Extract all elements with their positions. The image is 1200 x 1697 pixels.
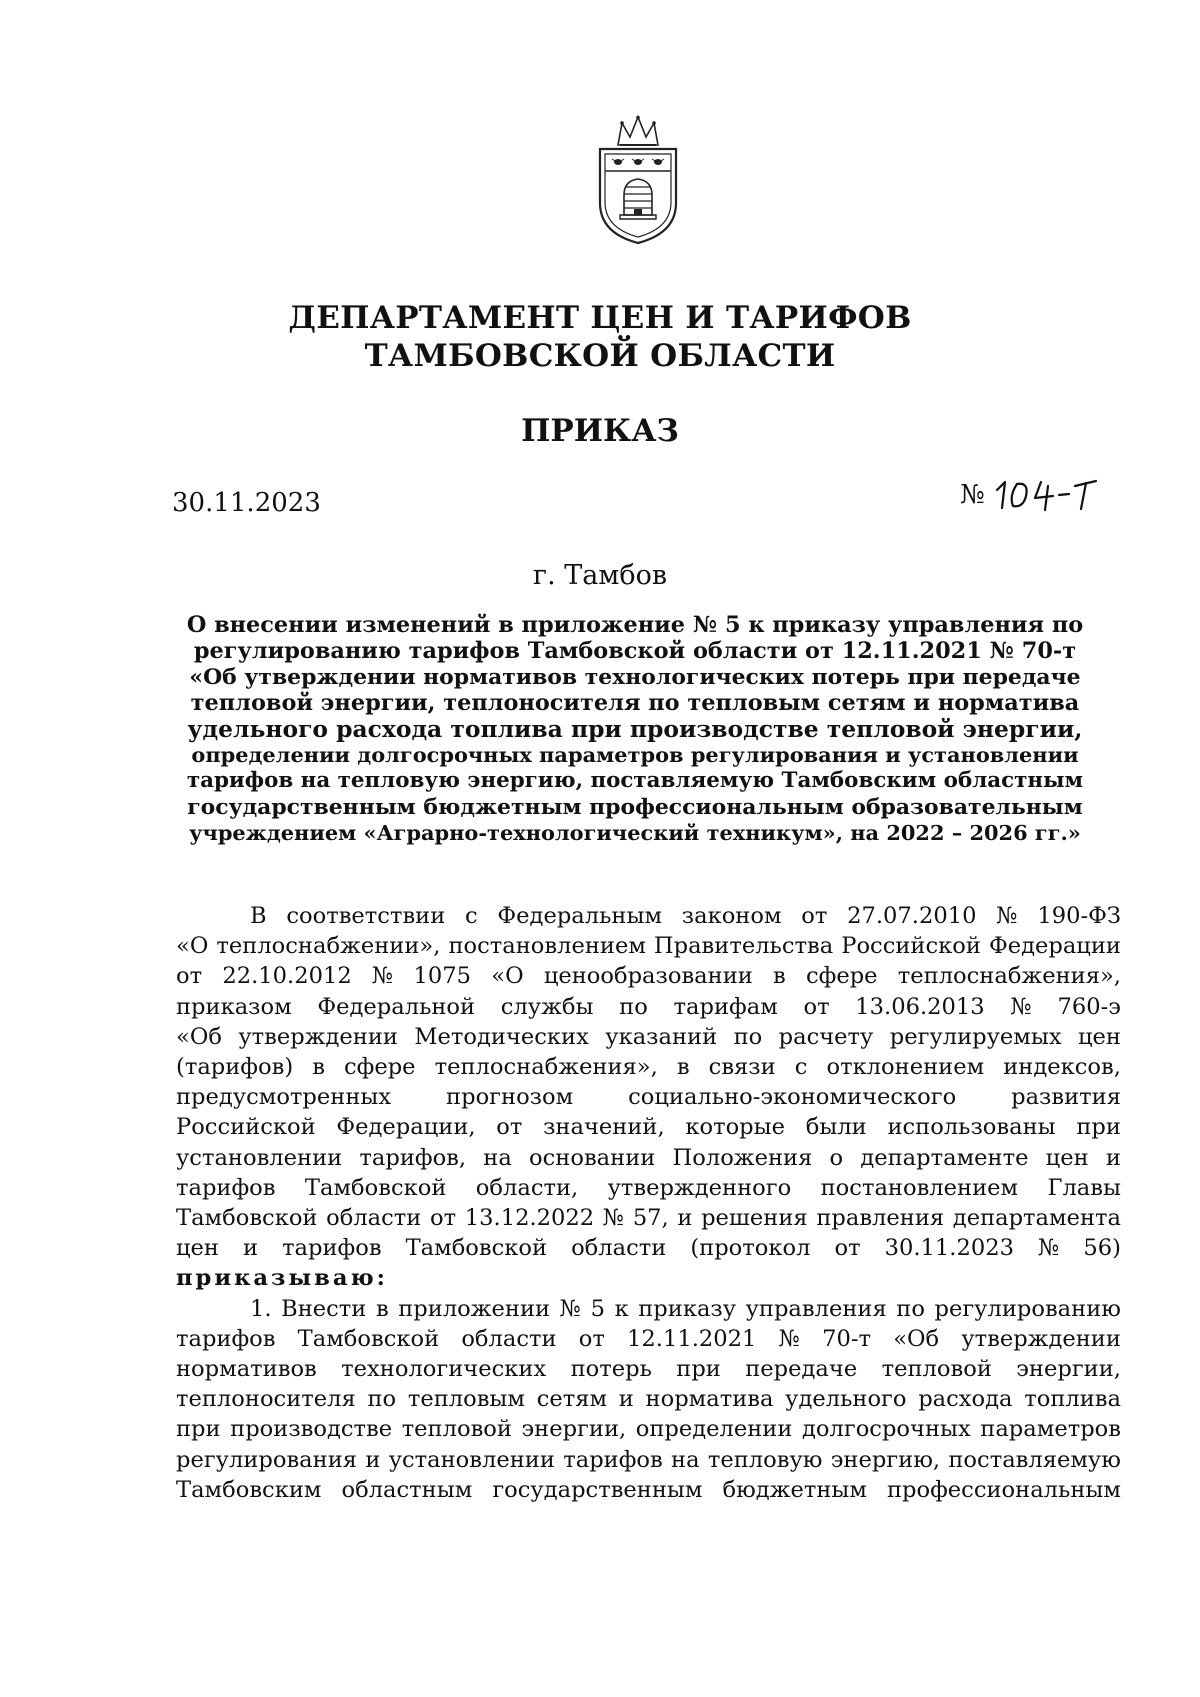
body-word: удельного — [785, 1386, 907, 1413]
body-word: Методических — [414, 1023, 589, 1050]
body-word: решения — [701, 1205, 808, 1232]
body-word: утверждении — [238, 1023, 398, 1050]
body-word: 13.06.2013 — [855, 993, 985, 1020]
body-word: приказом — [176, 993, 292, 1020]
body-word: от — [578, 1325, 605, 1352]
body-word: 190-ФЗ — [1037, 903, 1121, 929]
body-word: Федерации — [988, 933, 1121, 960]
body-word: Федеральной — [317, 993, 476, 1020]
body-word: управления — [745, 1295, 887, 1322]
body-word: тарифов — [282, 1235, 382, 1262]
body-word: передаче — [745, 1356, 858, 1383]
body-word: установлении — [388, 1446, 555, 1473]
body-word: в — [773, 963, 786, 990]
body-line — [176, 1354, 1121, 1384]
body-word: 1075 — [413, 963, 472, 990]
body-word: приложении — [398, 1295, 551, 1322]
body-word: о — [829, 1144, 844, 1171]
body-word: в — [676, 1054, 690, 1081]
body-word: 5 — [590, 1295, 605, 1322]
body-word: Тамбовской — [176, 1205, 318, 1232]
order-verb: приказываю: — [176, 1265, 388, 1292]
document-city: г. Тамбов — [532, 560, 668, 591]
body-word: параметров — [980, 1416, 1121, 1443]
order-subject — [185, 612, 1085, 846]
body-word: расчету — [778, 1023, 874, 1050]
body-line — [176, 1022, 1121, 1052]
body-word: энергию, — [830, 1446, 941, 1473]
number-sign: № — [960, 480, 985, 510]
body-word: сетям — [536, 1386, 608, 1413]
subject-line: тарифов на тепловую энергию, поставляемую Тамбовским областным — [186, 768, 1084, 793]
body-line — [176, 901, 1121, 931]
body-word: Российской — [841, 933, 981, 960]
document-number — [960, 478, 1098, 512]
body-word: 56) — [1083, 1235, 1121, 1262]
body-line — [176, 1052, 1121, 1082]
body-word: тепловую — [707, 1446, 823, 1473]
body-word: Правительства — [653, 933, 834, 960]
body-word: утвержденного — [607, 1174, 792, 1201]
body-word: поставляемую — [948, 1446, 1121, 1473]
body-word: Тамбовской — [405, 1235, 548, 1262]
body-word: на — [671, 1446, 700, 1473]
body-line — [176, 1203, 1121, 1233]
body-line — [176, 1475, 1121, 1505]
body-word: при — [1076, 1114, 1121, 1141]
body-word: Федеральным — [497, 903, 663, 929]
body-word: регулированию — [934, 1295, 1121, 1322]
body-word: (протокол — [690, 1235, 811, 1262]
body-word: норматива — [645, 1386, 774, 1413]
body-line — [176, 1082, 1121, 1112]
subject-line: тепловой энергии, теплоносителя по тепловым сетям и норматива — [190, 690, 1080, 716]
body-word: цен — [1045, 1144, 1089, 1171]
body-line — [176, 1414, 1121, 1444]
body-word: значений, — [543, 1114, 665, 1141]
body-line — [176, 931, 1121, 961]
body-word: Тамбовской — [297, 1325, 440, 1352]
body-word: в — [312, 1054, 325, 1081]
body-word: с — [465, 903, 478, 929]
subject-line: определении долгосрочных параметров регулирования и установлении — [191, 742, 1079, 767]
body-line — [176, 961, 1121, 991]
body-line — [176, 1233, 1121, 1263]
department-name-line2: ТАМБОВСКОЙ ОБЛАСТИ — [364, 338, 836, 374]
body-word: Тамбовской — [304, 1174, 447, 1201]
body-word: государственным — [492, 1476, 703, 1503]
handwritten-number-104-T — [993, 478, 1098, 512]
body-word: В — [250, 903, 267, 929]
body-word: (тарифов) — [176, 1054, 294, 1081]
body-word: предусмотренных — [176, 1084, 392, 1111]
body-word: технологических — [341, 1356, 547, 1383]
body-word: профессиональным — [887, 1476, 1121, 1503]
body-word: департамента — [952, 1205, 1121, 1232]
body-word: утверждении — [961, 1325, 1121, 1352]
body-word: постановлением — [448, 933, 646, 960]
body-word: правления — [816, 1205, 945, 1232]
body-word: № — [602, 1205, 625, 1232]
body-word: Федерации, — [336, 1114, 476, 1141]
body-line — [176, 1445, 1121, 1475]
body-word: службы — [500, 993, 594, 1020]
body-word: № — [1010, 993, 1032, 1020]
body-word: при — [676, 1356, 721, 1383]
subject-line: учреждением «Аграрно-технологический техникум», на 2022 – 2026 гг.» — [189, 820, 1081, 845]
body-word: установлении — [176, 1144, 343, 1171]
body-word: от — [801, 903, 828, 929]
body-word: «О — [491, 963, 524, 990]
body-word: тепловым — [407, 1386, 525, 1413]
body-word: № — [778, 1325, 800, 1352]
body-word: определении — [635, 1416, 793, 1443]
body-word: прогнозом — [446, 1084, 574, 1111]
body-word: 13.12.2022 — [464, 1205, 595, 1232]
body-word: использованы — [887, 1114, 1056, 1141]
body-word: № — [559, 1295, 582, 1322]
body-word: которые — [685, 1114, 786, 1141]
body-word: регулирования — [176, 1446, 358, 1473]
body-word: топлива — [1024, 1386, 1121, 1413]
body-word: в — [375, 1295, 389, 1322]
body-word: № — [371, 963, 394, 990]
body-word: сфере — [806, 963, 878, 990]
body-word: 30.11.2023 — [884, 1235, 1014, 1262]
body-word: 57, — [632, 1205, 669, 1232]
body-word: сфере — [344, 1054, 416, 1081]
body-word: Внести — [281, 1295, 367, 1322]
body-word: тарифам — [673, 993, 778, 1020]
body-word: цен — [176, 1235, 219, 1262]
body-word: № — [996, 903, 1018, 929]
body-word: по — [733, 1023, 763, 1050]
body-word: и — [677, 1205, 693, 1232]
body-word: области — [326, 1205, 422, 1232]
body-word: развития — [1011, 1084, 1121, 1111]
body-line — [176, 1294, 1121, 1324]
body-line — [176, 992, 1121, 1022]
body-word: Положения — [672, 1144, 813, 1171]
body-word: области — [461, 1325, 557, 1352]
body-word: 12.11.2021 — [627, 1325, 757, 1352]
body-word: области — [571, 1235, 667, 1262]
subject-line: «Об утверждении нормативов технологических потерь при передаче — [189, 664, 1081, 690]
body-word: связи — [708, 1054, 776, 1081]
body-word: и — [242, 1235, 259, 1262]
body-word: производстве — [230, 1416, 393, 1443]
body-word: департаменте — [860, 1144, 1029, 1171]
body-word: энергии, — [521, 1416, 627, 1443]
body-word: «Об — [893, 1325, 940, 1352]
body-word: тарифов, — [359, 1144, 467, 1171]
body-word: индексов, — [1003, 1054, 1121, 1081]
body-word: с — [794, 1054, 808, 1081]
body-word: бюджетным — [722, 1476, 867, 1503]
body-word: Главы — [1047, 1174, 1121, 1201]
body-word: и — [618, 1386, 634, 1413]
department-name-line1: ДЕПАРТАМЕНТ ЦЕН И ТАРИФОВ — [288, 300, 912, 336]
body-line — [176, 1173, 1121, 1203]
body-word: по — [619, 993, 648, 1020]
body-line — [176, 1112, 1121, 1142]
subject-line: государственным бюджетным профессиональным образовательным — [187, 794, 1083, 820]
body-word: соответствии — [286, 903, 446, 929]
body-word: от — [803, 993, 830, 1020]
body-word: отклонением — [826, 1054, 985, 1081]
body-word: тепловой — [401, 1416, 512, 1443]
body-word: теплоснабжения», — [897, 963, 1121, 990]
body-word: области, — [475, 1174, 579, 1201]
body-word: областным — [341, 1476, 473, 1503]
body-word: 760-э — [1057, 993, 1121, 1020]
body-word: 27.07.2010 — [847, 903, 977, 929]
body-word: 22.10.2012 — [222, 963, 352, 990]
body-line — [176, 1384, 1121, 1414]
body-word: нормативов — [176, 1356, 317, 1383]
body-word: ценообразовании — [543, 963, 753, 990]
body-word: тарифов — [176, 1174, 276, 1201]
body-word: теплоносителя — [176, 1386, 356, 1413]
body-word: к — [614, 1295, 629, 1322]
body-word: от — [430, 1205, 457, 1232]
order-body-text — [176, 901, 1121, 1505]
body-word: на — [483, 1144, 512, 1171]
body-word: Российской — [176, 1114, 316, 1141]
body-word: тепловой — [881, 1356, 992, 1383]
body-word: «О — [176, 933, 209, 960]
body-word: регулируемых — [889, 1023, 1062, 1050]
body-word: № — [1038, 1235, 1060, 1262]
body-word: цен — [1078, 1023, 1121, 1050]
body-word: законом — [681, 903, 782, 929]
body-word: указаний — [605, 1023, 718, 1050]
body-word: расхода — [918, 1386, 1013, 1413]
body-word: теплоснабжения», — [434, 1054, 658, 1081]
subject-line: удельного расхода топлива при производстве тепловой энергии, — [187, 715, 1083, 743]
body-word: по — [896, 1295, 925, 1322]
body-word: тарифов — [563, 1446, 663, 1473]
body-word: «Об — [176, 1023, 222, 1050]
body-word: по — [367, 1386, 397, 1413]
tambov-coat-of-arms-icon — [590, 115, 686, 247]
body-word: тарифов — [176, 1325, 276, 1352]
body-word: от — [834, 1235, 861, 1262]
body-word: 70-т — [822, 1325, 872, 1352]
body-word: энергии, — [1016, 1356, 1121, 1383]
document-date: 30.11.2023 — [172, 488, 321, 518]
subject-line: регулированию тарифов Тамбовской области от 12.11.2021 № 70-т — [193, 638, 1077, 664]
body-line — [176, 1324, 1121, 1354]
order-verb-line — [176, 1263, 1121, 1293]
body-word: 1. — [250, 1295, 272, 1322]
body-word: основании — [529, 1144, 656, 1171]
body-word: приказу — [638, 1295, 737, 1322]
body-word: при — [176, 1416, 221, 1443]
body-word: потерь — [570, 1356, 652, 1383]
body-word: Тамбовским — [176, 1476, 322, 1503]
body-word: от — [176, 963, 203, 990]
body-word: социально-экономического — [628, 1084, 957, 1111]
body-word: от — [496, 1114, 523, 1141]
body-word: были — [805, 1114, 867, 1141]
body-word: долгосрочных — [801, 1416, 971, 1443]
body-word: и — [1105, 1144, 1121, 1171]
body-line — [176, 1143, 1121, 1173]
document-type-title: ПРИКАЗ — [521, 413, 679, 449]
body-word: постановлением — [820, 1174, 1019, 1201]
body-word: и — [365, 1446, 381, 1473]
subject-line: О внесении изменений в приложение № 5 к приказу управления по — [186, 612, 1084, 638]
body-word: теплоснабжении», — [216, 933, 441, 960]
